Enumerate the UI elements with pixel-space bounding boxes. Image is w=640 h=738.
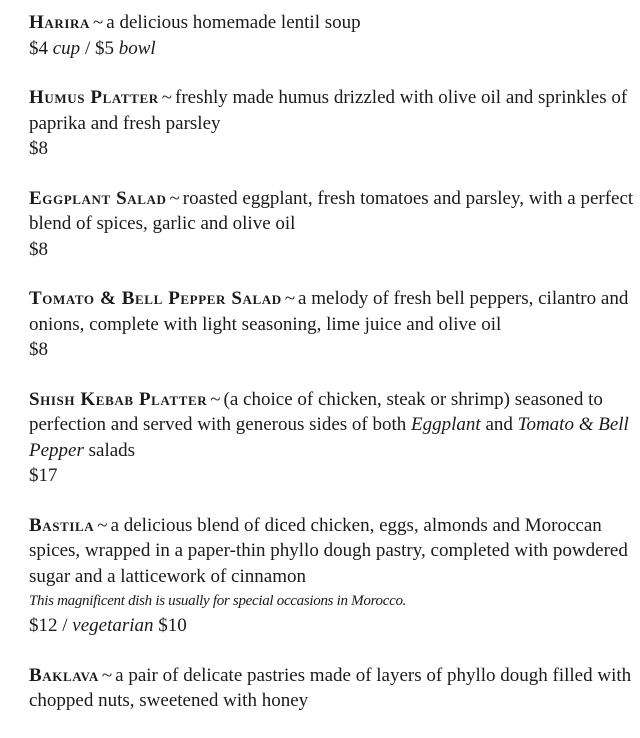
description-part: (a choice of chicken, steak or shrimp) seasoned to perfection and served with generous sides of both (29, 388, 603, 435)
price-vegetarian-label: vegetarian (72, 615, 154, 636)
item-price: $8 (29, 138, 48, 159)
description-emphasis: Tomato & Bell Pepper (29, 414, 629, 461)
item-description: a pair of delicate pastries made of layers of phyllo dough filled with chopped nuts, sweetened with honey (29, 664, 632, 711)
menu-item-baklava (29, 663, 635, 714)
item-price (29, 36, 635, 62)
item-price (29, 613, 635, 639)
item-separator: ~ (97, 514, 108, 536)
menu-item-humus-platter (29, 85, 635, 162)
menu-list (29, 10, 635, 738)
price-bowl-label: bowl (118, 37, 156, 59)
item-separator: ~ (93, 12, 104, 33)
item-name: Bastila (29, 514, 95, 536)
item-name: Eggplant Salad (29, 187, 167, 209)
item-separator: ~ (210, 388, 221, 410)
menu-item-bastila (29, 513, 635, 639)
item-name: Harira (29, 12, 90, 33)
item-price: $8 (29, 238, 48, 260)
price-cup-label: cup (52, 37, 81, 59)
item-description: a delicious blend of diced chicken, eggs, almonds and Moroccan spices, wrapped in a paper-thin phyllo dough pastry, completed with powdered sugar and a latticework of cinnamon (29, 514, 628, 587)
item-description: a melody of fresh bell peppers, cilantro and onions, complete with light seasoning, lime juice and olive oil (29, 288, 629, 335)
menu-item-tomato-bell-pepper-salad (29, 286, 635, 363)
item-note: This magnificent dish is usually for special occasions in Morocco. (29, 593, 407, 609)
menu-item-harira (29, 10, 635, 61)
description-part: and (480, 414, 518, 435)
item-name: Humus Platter (29, 87, 159, 108)
item-separator: ~ (101, 664, 113, 686)
item-description: freshly made humus drizzled with olive oil and sprinkles of paprika and fresh parsley (29, 87, 628, 134)
item-separator: ~ (284, 288, 296, 309)
item-name: Shish Kebab Platter (29, 388, 208, 410)
item-name: Baklava (29, 664, 99, 686)
item-name: Tomato & Bell Pepper Salad (29, 288, 282, 309)
price-cup-value: $4 (29, 37, 53, 59)
price-regular: $12 / (29, 615, 73, 636)
description-emphasis: Eggplant (411, 414, 481, 435)
item-separator: ~ (161, 87, 172, 108)
item-price: $17 (29, 465, 58, 486)
price-bowl-value: / $5 (80, 37, 119, 59)
menu-item-shish-kebab-platter (29, 387, 635, 489)
price-vegetarian: $10 (153, 615, 187, 636)
menu-item-eggplant-salad (29, 186, 635, 263)
description-part: salads (83, 439, 136, 461)
item-description: roasted eggplant, fresh tomatoes and parsley, with a perfect blend of spices, garlic and olive oil (29, 187, 634, 234)
item-price: $8 (29, 339, 48, 360)
item-separator: ~ (169, 187, 180, 209)
item-description: a delicious homemade lentil soup (106, 12, 361, 33)
